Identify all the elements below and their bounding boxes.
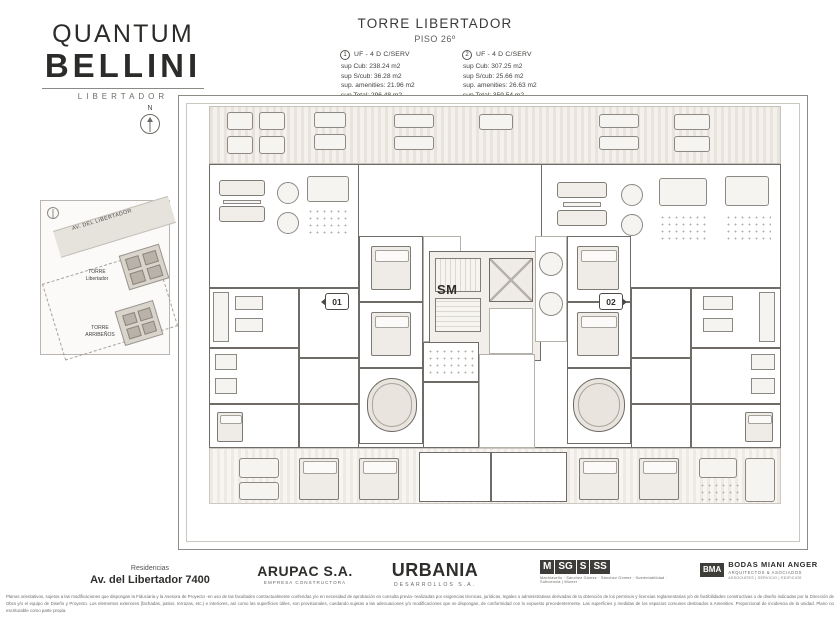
elevator-shaft <box>489 258 533 302</box>
unit-legend-2-number: 2 <box>462 50 472 60</box>
terrace-table-2 <box>314 134 346 150</box>
keyplan-core-d <box>146 264 163 280</box>
brand-logo <box>28 20 218 101</box>
keyplan-core-h <box>141 321 157 335</box>
south-terrace-unit <box>745 458 775 502</box>
unit01-dining-chairs <box>307 208 351 238</box>
terrace-lounge-2 <box>259 112 285 130</box>
unit01-laundry-1 <box>215 354 237 370</box>
terrace-lounge-1 <box>227 112 253 130</box>
terrace-table-5 <box>479 114 513 130</box>
unit-legend-1 <box>340 50 415 100</box>
keyplan-label-arribenos-line2: ARRIBEÑOS <box>85 331 115 338</box>
unit01-master-bathtub <box>367 378 417 432</box>
common-hall <box>423 382 479 448</box>
msgsss-box-4: SS <box>590 560 609 574</box>
brand-divider <box>42 88 204 89</box>
unit02-coffee-table <box>563 202 601 207</box>
terrace-table-6 <box>599 114 639 128</box>
unit01-bed-1 <box>371 246 411 290</box>
north-arrow-icon <box>140 114 160 134</box>
unit02-bathroom-1 <box>631 358 691 404</box>
unit-legend-1-number: 1 <box>340 50 350 60</box>
unit02-console <box>725 176 769 206</box>
keyplan-core-a <box>125 255 142 271</box>
msgsss-boxes <box>540 560 680 574</box>
unit02-kitchen-appliance <box>703 318 733 332</box>
msgsss-box-3: S <box>577 560 590 574</box>
msgsss-box-1: M <box>540 560 554 574</box>
south-bed-3 <box>579 458 619 500</box>
south-terrace-table-2 <box>239 482 279 500</box>
north-arrow <box>130 105 170 134</box>
unit02-dining-chairs <box>659 214 709 244</box>
unit-legend-2-row-1: sup Cub: 307.25 m2 <box>463 63 523 70</box>
msgsss-box-2: SG <box>555 560 575 574</box>
urbania-name: URBANIA <box>391 560 479 580</box>
unit01-kitchen-appliance <box>235 318 263 332</box>
unit-legend-2-label: UF - 4 D C/SERV <box>476 51 532 59</box>
unit01-armchair-2 <box>277 212 299 234</box>
unit-legend-1-label: UF - 4 D C/SERV <box>354 51 410 59</box>
unit-legend-1-row-1: sup Cub: 238.24 m2 <box>341 63 401 70</box>
core-stair-2 <box>435 298 481 332</box>
footer-address: Av. del Libertador 7400 <box>90 574 210 586</box>
south-room-1 <box>419 452 491 502</box>
unit02-bed-2 <box>577 312 619 356</box>
sm-label: SM <box>437 282 458 297</box>
core-lobby <box>489 308 533 354</box>
unit01-armchair-1 <box>277 182 299 204</box>
keyplan-label-libertador <box>77 269 117 282</box>
unit02-service-bed <box>745 412 773 442</box>
unit02-kitchen-counter <box>759 292 775 342</box>
keyplan-core-f <box>137 307 153 321</box>
keyplan-core-b <box>142 250 159 266</box>
terrace-lounge-3 <box>227 136 253 154</box>
unit01-bathroom-1 <box>299 358 359 404</box>
keyplan-label-libertador-line1: TORRE <box>88 269 106 275</box>
unit02-closet-round-2 <box>539 292 563 316</box>
unit02-bathroom-2 <box>631 404 691 448</box>
terrace-table-7 <box>599 136 639 150</box>
unit02-master-bathtub <box>573 378 625 432</box>
unit02-kitchen-island <box>703 296 733 310</box>
plan-title-block <box>320 16 550 44</box>
unit01-bed-2 <box>371 312 411 356</box>
arupac-name: ARUPAC S.A. <box>257 563 353 579</box>
south-terrace-table-3 <box>699 458 737 478</box>
unit02-laundry-1 <box>751 354 775 370</box>
unit02-bed-1 <box>577 246 619 290</box>
unit01-sofa-1 <box>219 180 265 196</box>
unit-legend-2-row-3: sup. amenities: 26.63 m2 <box>463 82 537 90</box>
unit01-dining-table <box>307 176 349 202</box>
keyplan-avenue-label: AV. DEL LIBERTADOR <box>71 208 133 232</box>
terrace-table-1 <box>314 112 346 128</box>
keyplan-north-icon <box>47 207 59 219</box>
brand-line-quantum: QUANTUM <box>52 20 194 48</box>
unit-legend-2 <box>462 50 537 100</box>
south-room-2 <box>491 452 567 502</box>
unit02-armchair-1 <box>621 184 643 206</box>
page-title: TORRE LIBERTADOR <box>357 16 513 31</box>
bma-sub: ARQUITECTOS & ASOCIADOS <box>728 570 802 575</box>
unit02-laundry-2 <box>751 378 775 394</box>
core-service-pattern <box>427 348 475 378</box>
unit-legend-1-row-2: sup S/cub: 36.28 m2 <box>341 72 402 80</box>
unit-legend-2-row-2: sup S/cub: 25.66 m2 <box>463 72 524 80</box>
keyplan-core-e <box>122 312 138 326</box>
unit02-dining-table <box>659 178 707 206</box>
terrace-table-4 <box>394 136 434 150</box>
unit01-kitchen-island <box>235 296 263 310</box>
south-bed-1 <box>299 458 339 500</box>
keyplan-core-g <box>126 325 142 339</box>
legal-disclaimer: Planos orientativos, sujetos a las modificaciones que dispongan la Fiduciaria y la Asesora de Proyecto -en uso de las facultades contractualmente conferidas y/o en necesidad de aprobación en consulta previa- realizadas por exigencias técnicas, jurídicas, legales o administrativas derivadas de la obtención de los permisos y licencias reglamentarias y/o de factibilidades constructivas o de diseño indicadas por la Dirección de Obra y/o el equipo de Diseño y Proyecto. Los elementos exteriores (fachadas, patios, terrazas, etc.) e interiores, así como las superficies útiles, son provisionales, cuedando sujetas a las adecuaciones y/o modificaciones que se dispongan, de conformidad con lo expuesto precedentemente. Las superficies y medidas de los espacios comunes destinados a Amenities. Proporcional de incidencia de la unidad. Plano no escriturable como parte propia. <box>6 594 834 613</box>
footer-residences <box>60 565 240 586</box>
keyplan-label-arribenos <box>77 325 123 338</box>
unit01-kitchen-counter <box>213 292 229 342</box>
unit01-service-bed <box>217 412 243 442</box>
bma-name: BODAS MIANI ANGER <box>728 560 818 569</box>
brand-subtitle: LIBERTADOR <box>77 92 169 101</box>
bma-sub2: ASSOCIATES | SERVICIO | EDIFICIOS <box>728 576 802 580</box>
bma-text <box>728 560 818 580</box>
terrace-lounge-4 <box>259 136 285 154</box>
footer-logo-msgsss <box>540 560 680 584</box>
common-corridor <box>479 354 535 448</box>
floor-plan-drawing <box>178 95 808 550</box>
south-terrace-table-1 <box>239 458 279 478</box>
unit01-coffee-table <box>223 200 261 204</box>
footer-residences-label: Residencias <box>130 565 170 572</box>
north-letter: N <box>147 105 153 112</box>
keyplan-core-c <box>129 269 146 285</box>
unit02-closet-round <box>539 252 563 276</box>
terrace-table-3 <box>394 114 434 128</box>
footer-logo-urbania <box>370 560 500 588</box>
keyplan-label-arribenos-line1: TORRE <box>91 325 109 331</box>
urbania-tagline: DESARROLLOS S.A. <box>393 582 477 588</box>
unit02-sofa-1 <box>557 182 607 198</box>
floor-subtitle: PISO 26º <box>414 34 456 44</box>
south-bed-4 <box>639 458 679 500</box>
unit02-hall <box>631 288 691 358</box>
south-terrace-chairs <box>699 482 739 502</box>
footer-logo-bma <box>700 560 840 580</box>
bma-mark: BMA <box>700 563 724 577</box>
unit-marker-02[interactable]: 02 <box>599 293 623 310</box>
terrace-table-9 <box>674 136 710 152</box>
unit02-sofa-2 <box>557 210 607 226</box>
site-key-plan <box>40 200 170 355</box>
terrace-table-8 <box>674 114 710 130</box>
msgsss-caption: Machiavello · Sánchez Gómez · Sánchez Gómez · Sustentabilidad · Suficiencia | Wizner <box>540 576 668 584</box>
arupac-tagline: EMPRESA CONSTRUCTORA <box>263 580 347 585</box>
unit01-sofa-2 <box>219 206 265 222</box>
unit02-seating-pattern <box>725 214 771 244</box>
unit02-armchair-2 <box>621 214 643 236</box>
unit01-laundry-2 <box>215 378 237 394</box>
unit-legend-1-row-3: sup. amenities: 21.96 m2 <box>341 82 415 90</box>
unit-marker-01[interactable]: 01 <box>325 293 349 310</box>
brand-line-bellini: BELLINI <box>44 47 202 84</box>
unit01-bathroom-2 <box>299 404 359 448</box>
south-bed-2 <box>359 458 399 500</box>
keyplan-label-libertador-line2: Libertador <box>85 275 109 282</box>
footer-logo-arupac <box>245 563 365 585</box>
